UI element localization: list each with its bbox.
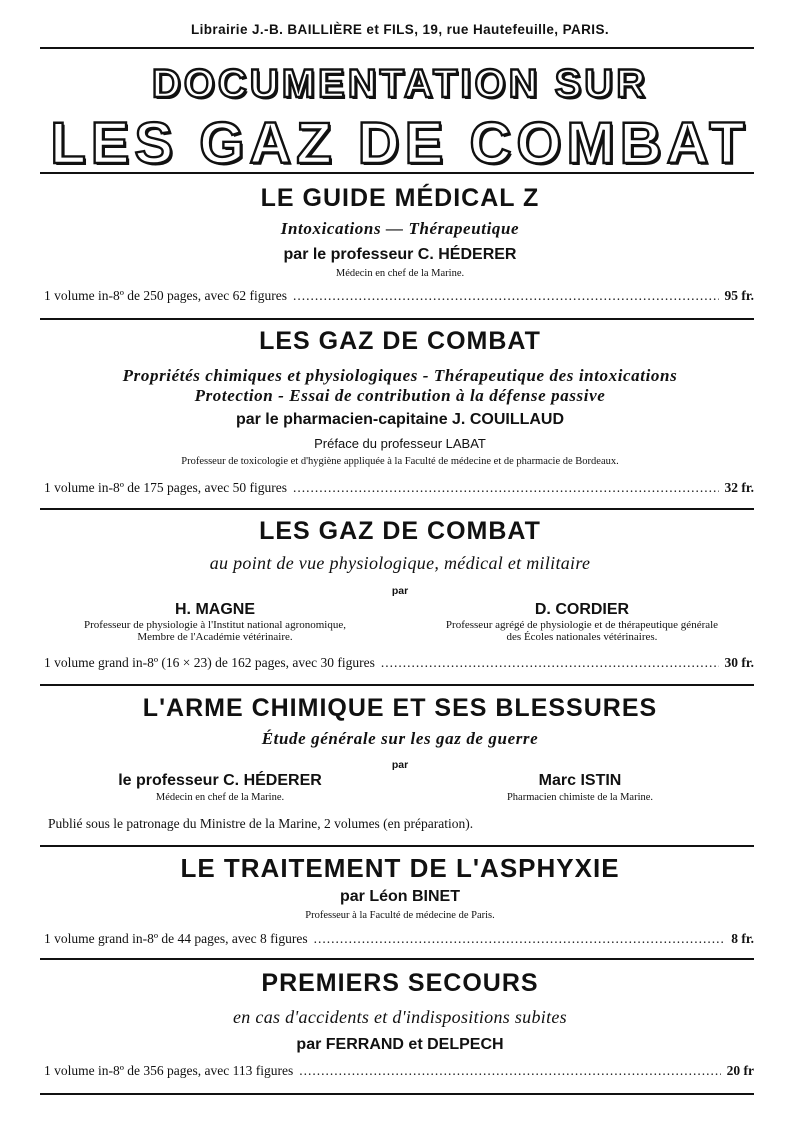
book-5-volume: 1 volume grand in-8º de 44 pages, avec 8 figures <box>44 931 308 946</box>
book-1-author: par le professeur C. HÉDERER <box>283 246 517 263</box>
book-2-subtitle-1: Propriétés chimiques et physiologiques - Thérapeutique des intoxications <box>122 366 678 385</box>
book-3-subtitle: au point de vue physiologique, médical et militaire <box>209 553 591 573</box>
book-4-author-right-block <box>450 772 710 803</box>
book-3-author-right-title-2: des Écoles nationales vétérinaires. <box>506 631 658 643</box>
bottom-rule <box>40 1093 754 1095</box>
dot-leader <box>293 480 719 496</box>
book-3-author-left: H. MAGNE <box>175 601 255 618</box>
book-1-subtitle: Intoxications — Thérapeutique <box>280 219 520 238</box>
book-5-price: 8 fr. <box>731 931 754 946</box>
book-3-author-right: D. CORDIER <box>534 601 630 618</box>
book-2-preface-title: Professeur de toxicologie et d'hygiène appliquée à la Faculté de médecine et de pharmacie de Bordeaux. <box>181 456 619 467</box>
book-4-par: par <box>391 759 409 771</box>
book-4-author-left: le professeur C. HÉDERER <box>118 772 322 789</box>
book-5-author-title: Professeur à la Faculté de médecine de Paris. <box>305 910 495 921</box>
book-2-volume: 1 volume in-8º de 175 pages, avec 50 figures <box>44 480 287 495</box>
dot-leader <box>314 931 726 947</box>
book-6-subtitle: en cas d'accidents et d'indispositions subites <box>233 1007 567 1027</box>
book-2-price: 32 fr. <box>724 480 754 495</box>
divider-4 <box>40 845 754 847</box>
book-4-note: Publié sous le patronage du Ministre de la Marine, 2 volumes (en préparation). <box>48 816 474 831</box>
book-1-author-title: Médecin en chef de la Marine. <box>335 268 465 279</box>
top-rule <box>40 47 754 49</box>
book-3-volume: 1 volume grand in-8º (16 × 23) de 162 pages, avec 30 figures <box>44 655 375 670</box>
book-6-author: par FERRAND et DELPECH <box>296 1036 504 1053</box>
book-3-author-right-title-1: Professeur agrégé de physiologie et de thérapeutique générale <box>445 619 719 631</box>
book-2-preface: Préface du professeur LABAT <box>314 436 486 451</box>
divider-5 <box>40 958 754 960</box>
book-3-price: 30 fr. <box>724 655 754 670</box>
book-3-author-left-title-2: Membre de l'Académie vétérinaire. <box>137 631 293 643</box>
divider-1 <box>40 318 754 320</box>
book-4-author-right-title: Pharmacien chimiste de la Marine. <box>506 792 654 803</box>
header-line-1: DOCUMENTATION SUR <box>151 62 649 106</box>
book-3-author-left-title-1: Professeur de physiologie à l'Institut national agronomique, <box>84 619 346 631</box>
book-5-author: par Léon BINET <box>339 888 460 905</box>
book-6-price: 20 fr <box>726 1063 754 1078</box>
book-2-title: LES GAZ DE COMBAT <box>259 327 541 355</box>
book-3-title: LES GAZ DE COMBAT <box>259 517 541 545</box>
publisher-line: Librairie J.-B. BAILLIÈRE et FILS, 19, rue Hautefeuille, PARIS. <box>190 22 610 37</box>
book-5-volume-line <box>44 931 754 947</box>
book-4-subtitle: Étude générale sur les gaz de guerre <box>261 729 539 748</box>
book-1-title: LE GUIDE MÉDICAL Z <box>260 184 540 212</box>
book-1-volume: 1 volume in-8º de 250 pages, avec 62 figures <box>44 288 287 303</box>
dot-leader <box>293 288 719 304</box>
book-4-author-left-block <box>70 772 370 803</box>
header-line-2: LES GAZ DE COMBAT <box>50 111 750 176</box>
book-6-volume: 1 volume in-8º de 356 pages, avec 113 figures <box>44 1063 294 1078</box>
book-6-title: PREMIERS SECOURS <box>261 969 539 997</box>
book-3-volume-line <box>44 655 754 671</box>
header-rule <box>40 172 754 174</box>
book-2-subtitle-2: Protection - Essai de contribution à la défense passive <box>194 386 606 405</box>
book-5-title: LE TRAITEMENT DE L'ASPHYXIE <box>180 853 620 883</box>
book-1-price: 95 fr. <box>724 288 754 303</box>
dot-leader <box>381 655 719 671</box>
book-3-par: par <box>391 585 409 597</box>
book-2-author: par le pharmacien-capitaine J. COUILLAUD <box>235 411 565 428</box>
book-6-volume-line <box>44 1063 754 1079</box>
book-4-title: L'ARME CHIMIQUE ET SES BLESSURES <box>142 694 658 722</box>
dot-leader <box>299 1063 720 1079</box>
divider-3 <box>40 684 754 686</box>
book-1-volume-line <box>44 288 754 304</box>
book-3-author-right-block <box>402 601 762 643</box>
book-3-author-left-block <box>40 601 390 643</box>
divider-2 <box>40 508 754 510</box>
book-4-author-right: Marc ISTIN <box>538 772 622 789</box>
book-2-volume-line <box>44 480 754 496</box>
book-4-author-left-title: Médecin en chef de la Marine. <box>155 792 285 803</box>
